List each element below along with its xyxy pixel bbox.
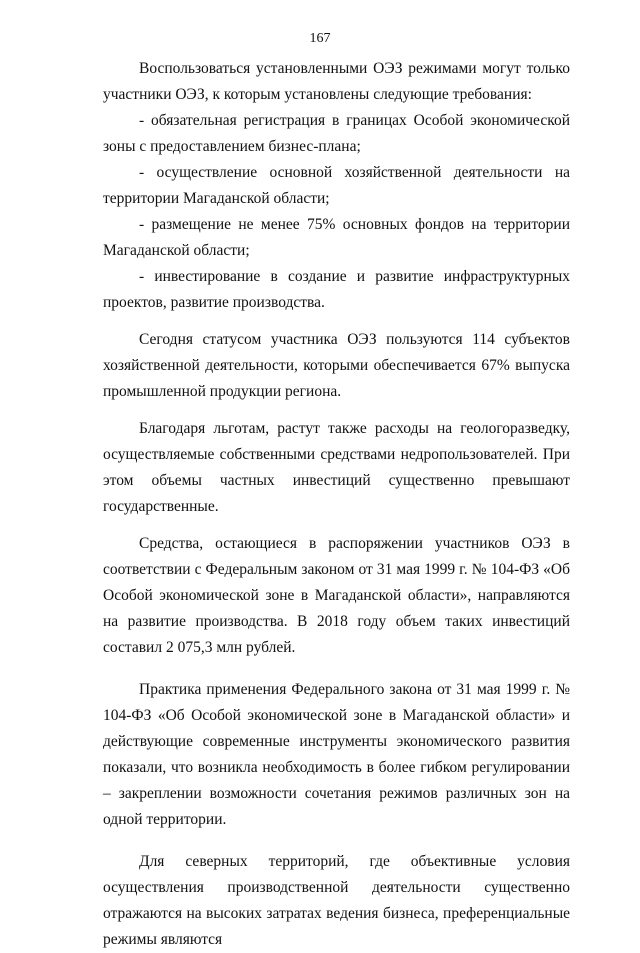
paragraph-oez-participants: Воспользоваться установленными ОЭЗ режимами могут только участники ОЭЗ, к которым установлены следующие требования: <box>103 60 570 103</box>
paragraph-geological-exploration: Благодаря льготам, растут также расходы на геологоразведку, осуществляемые собственными средствами недропользователей. При этом объемы частных инвестиций существенно превышают государственные. <box>103 420 570 515</box>
paragraph-participant-status: Сегодня статусом участника ОЭЗ пользуются 114 субъектов хозяйственной деятельности, которыми обеспечивается 67% выпуска промышленной продукции региона. <box>103 331 570 400</box>
body-text <box>103 56 570 953</box>
paragraph-law-practice: Практика применения Федерального закона от 31 мая 1999 г. № 104-ФЗ «Об Особой экономической зоне в Магаданской области» и действующие современные инструменты экономического развития показали, что возникла необходимость в более гибком регулировании – закреплении возможности сочетания режимов различных зон на одной территории. <box>103 681 570 828</box>
paragraph-northern-territories: Для северных территорий, где объективные условия осуществления производственной деятельности существенно отражаются на высоких затратах ведения бизнеса, преференциальные режимы являются <box>103 853 570 948</box>
paragraph-remaining-funds: Средства, остающиеся в распоряжении участников ОЭЗ в соответствии с Федеральным законом от 31 мая 1999 г. № 104-ФЗ «Об Особой экономической зоне в Магаданской области», направляются на развитие производства. В 2018 году объем таких инвестиций составил 2 075,3 млн рублей. <box>103 535 570 656</box>
requirement-fixed-assets: - размещение не менее 75% основных фондов на территории Магаданской области; <box>103 216 570 259</box>
requirement-main-activity: - осуществление основной хозяйственной деятельности на территории Магаданской области; <box>103 164 570 207</box>
requirement-registration: - обязательная регистрация в границах Особой экономической зоны с предоставлением бизнес-плана; <box>103 112 570 155</box>
page-number: 167 <box>309 31 331 46</box>
requirement-investment: - инвестирование в создание и развитие инфраструктурных проектов, развитие производства. <box>103 268 570 311</box>
